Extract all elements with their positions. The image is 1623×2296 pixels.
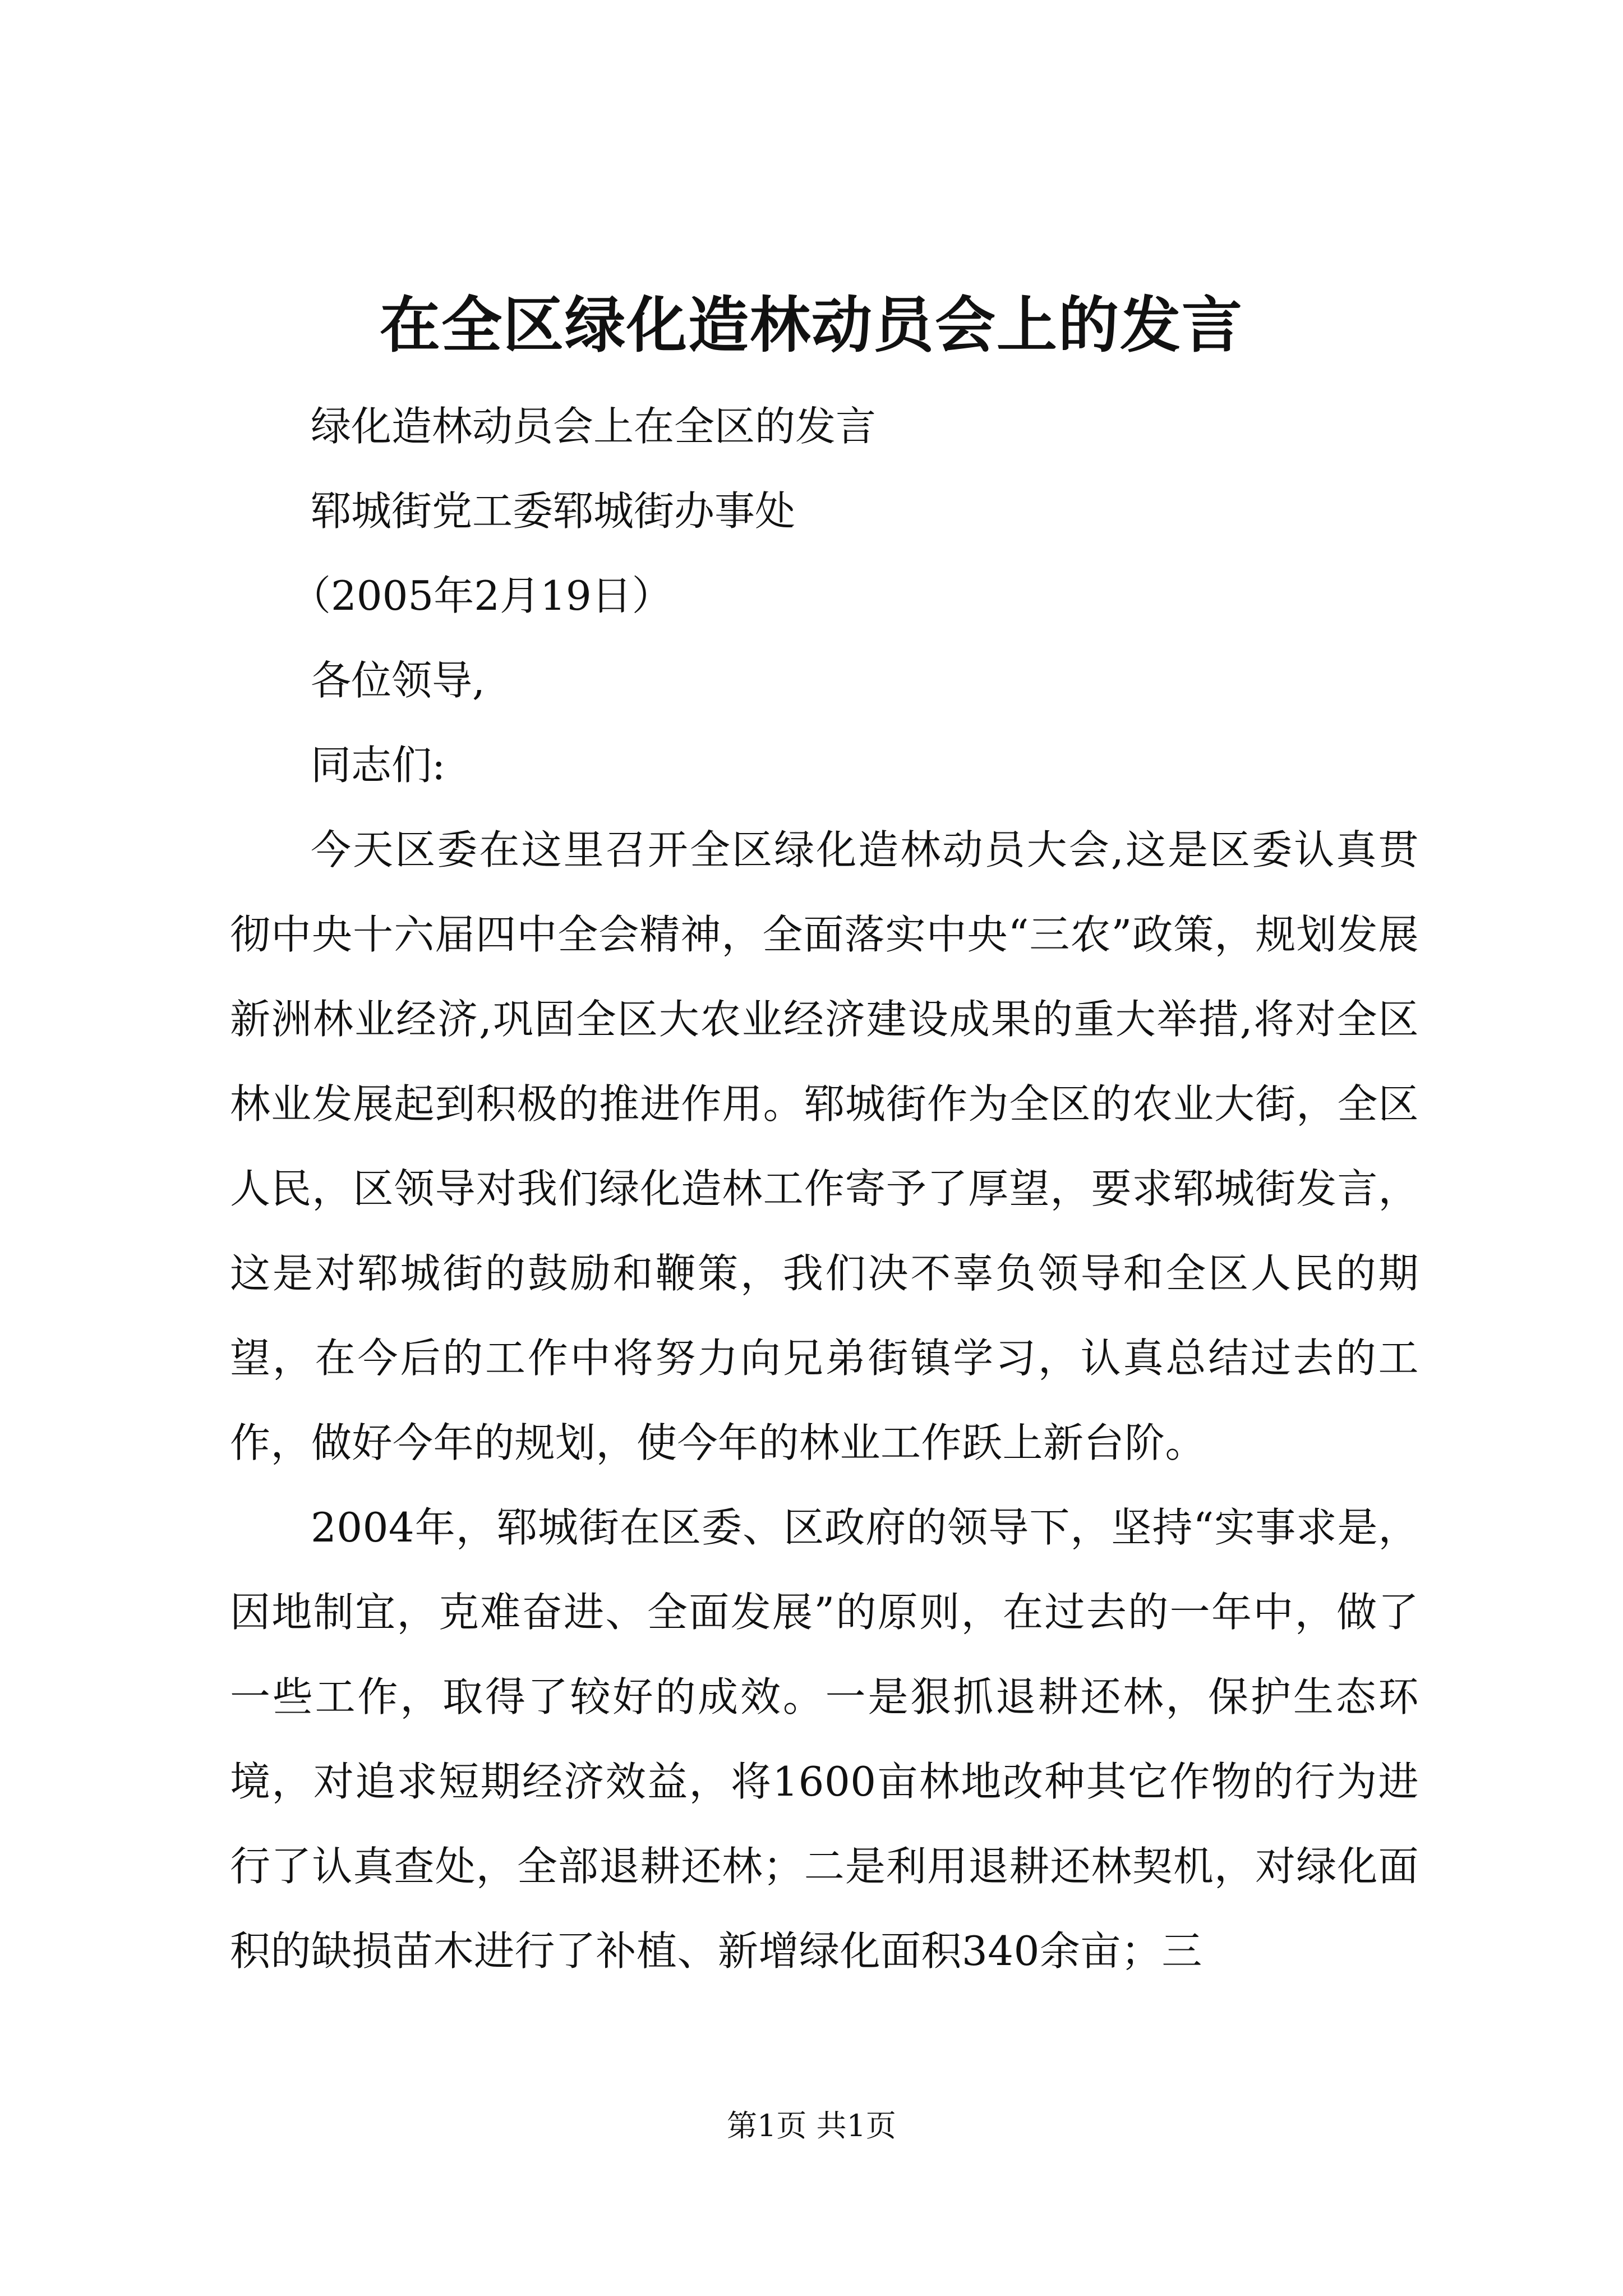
subtitle-line: 绿化造林动员会上在全区的发言 <box>311 403 877 450</box>
date-line: （2005年2月19日） <box>291 572 672 619</box>
page-footer: 第1页 共1页 <box>727 2108 896 2143</box>
organization-line: 郓城街党工委郓城街办事处 <box>311 487 796 535</box>
document-body <box>230 384 1419 1994</box>
document-title: 在全区绿化造林动员会上的发言 <box>379 290 1243 361</box>
salutation-line: 各位领导, <box>311 657 485 704</box>
body-paragraph: 今天区委在这里召开全区绿化造林动员大会,这是区委认真贯彻中央十六届四中全会精神，全面落实中央“三农”政策，规划发展新洲林业经济,巩固全区大农业经济建设成果的重大举措,将对全区林业发展起到积极的推进作用。郓城街作为全区的农业大街，全区人民，区领导对我们绿化造林工作寄予了厚望，要求郓城街发言，这是对郓城街的鼓励和鞭策，我们决不辜负领导和全区人民的期望，在今后的工作中将努力向兄弟街镇学习，认真总结过去的工作，做好今年的规划，使今年的林业工作跃上新台阶。 <box>230 826 1419 1466</box>
body-paragraph: 2004年，郓城街在区委、区政府的领导下，坚持“实事求是，因地制宜，克难奋进、全面发展”的原则，在过去的一年中，做了一些工作，取得了较好的成效。一是狠抓退耕还林，保护生态环境，对追求短期经济效益，将1600亩林地改种其它作物的行为进行了认真查处，全部退耕还林；二是利用退耕还林契机，对绿化面积的缺损苗木进行了补植、新增绿化面积340余亩；三 <box>230 1504 1419 1975</box>
salutation-line: 同志们: <box>311 742 446 789</box>
